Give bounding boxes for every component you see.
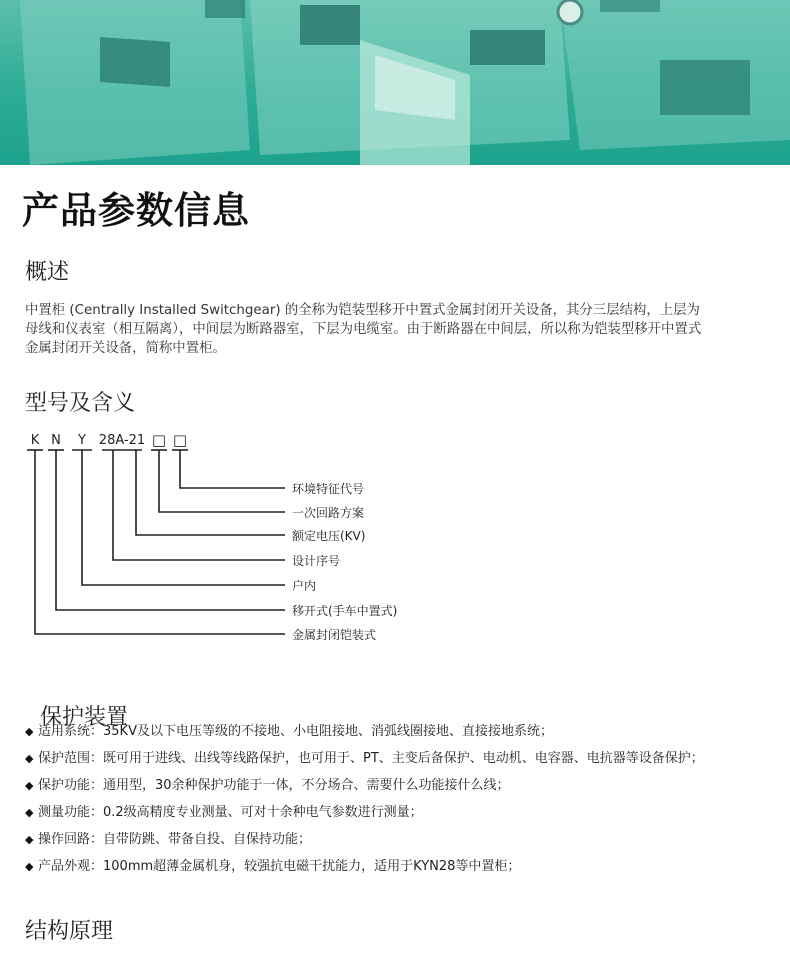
feature-text: 测量功能：0.2级高精度专业测量、可对十余种电气参数进行测量；: [38, 805, 423, 820]
feature-text: 产品外观：100mm超薄金属机身，较强抗电磁干扰能力，适用于KYN28等中置柜；: [38, 859, 521, 874]
meaning-metal-enclosed: 金属封闭铠装式: [292, 628, 377, 642]
feature-applicable-system: [25, 722, 785, 749]
model-code-box-2: □: [172, 431, 188, 449]
meaning-environment-code: 环境特征代号: [292, 482, 365, 496]
meaning-primary-circuit-scheme: 一次回路方案: [292, 506, 365, 520]
feature-measurement: [25, 803, 785, 830]
diamond-bullet-icon: ◆: [25, 752, 34, 765]
model-code-n: N: [51, 433, 61, 448]
diamond-bullet-icon: ◆: [25, 833, 34, 846]
switchgear-illustration: [0, 0, 790, 165]
page-title: 产品参数信息: [22, 189, 250, 232]
model-code-series: 28A-21: [98, 433, 146, 448]
model-code-box-1: □: [151, 431, 167, 449]
model-designation-diagram: [0, 425, 790, 655]
model-heading: 型号及含义: [25, 391, 136, 416]
meaning-rated-voltage: 额定电压(KV): [292, 529, 366, 543]
feature-text: 适用系统：35KV及以下电压等级的不接地、小电阻接地、消弧线圈接地、直接接地系统；: [38, 724, 553, 739]
overview-text: 中置柜 (Centrally Installed Switchgear) 的全称为铠装型移开中置式金属封闭开关设备，其分三层结构，上层为母线和仪表室（相互隔离），中间层为断路器室，下层为电缆室。由于断路器在中间层，所以称为铠装型移开中置式金属封闭开关设备，简称中置柜。: [25, 303, 702, 356]
diamond-bullet-icon: ◆: [25, 725, 34, 738]
protection-heading: 保护装置: [40, 705, 129, 730]
feature-text: 操作回路：自带防跳、带备自投、自保持功能；: [38, 832, 312, 847]
diamond-bullet-icon: ◆: [25, 860, 34, 873]
diamond-bullet-icon: ◆: [25, 779, 34, 792]
model-code-y: Y: [78, 433, 86, 448]
overview-heading: 概述: [25, 260, 70, 285]
meaning-design-serial: 设计序号: [292, 554, 341, 568]
meaning-indoor: 户内: [292, 579, 317, 593]
feature-text: 保护范围：既可用于进线、出线等线路保护，也可用于、PT、主变后备保护、电动机、电容器、电抗器等设备保护；: [38, 751, 704, 766]
feature-protection-function: [25, 776, 785, 803]
model-code-k: K: [30, 433, 40, 448]
meaning-withdrawable: 移开式(手车中置式): [292, 604, 398, 618]
feature-appearance: [25, 857, 785, 884]
feature-text: 保护功能：通用型，30余种保护功能于一体，不分场合、需要什么功能接什么线；: [38, 778, 510, 793]
diamond-bullet-icon: ◆: [25, 806, 34, 819]
protection-feature-list: [25, 722, 785, 884]
feature-operating-circuit: [25, 830, 785, 857]
product-banner-image: [0, 0, 790, 165]
leader-lines: [35, 450, 285, 634]
feature-protection-scope: [25, 749, 785, 776]
structure-heading: 结构原理: [25, 919, 114, 944]
